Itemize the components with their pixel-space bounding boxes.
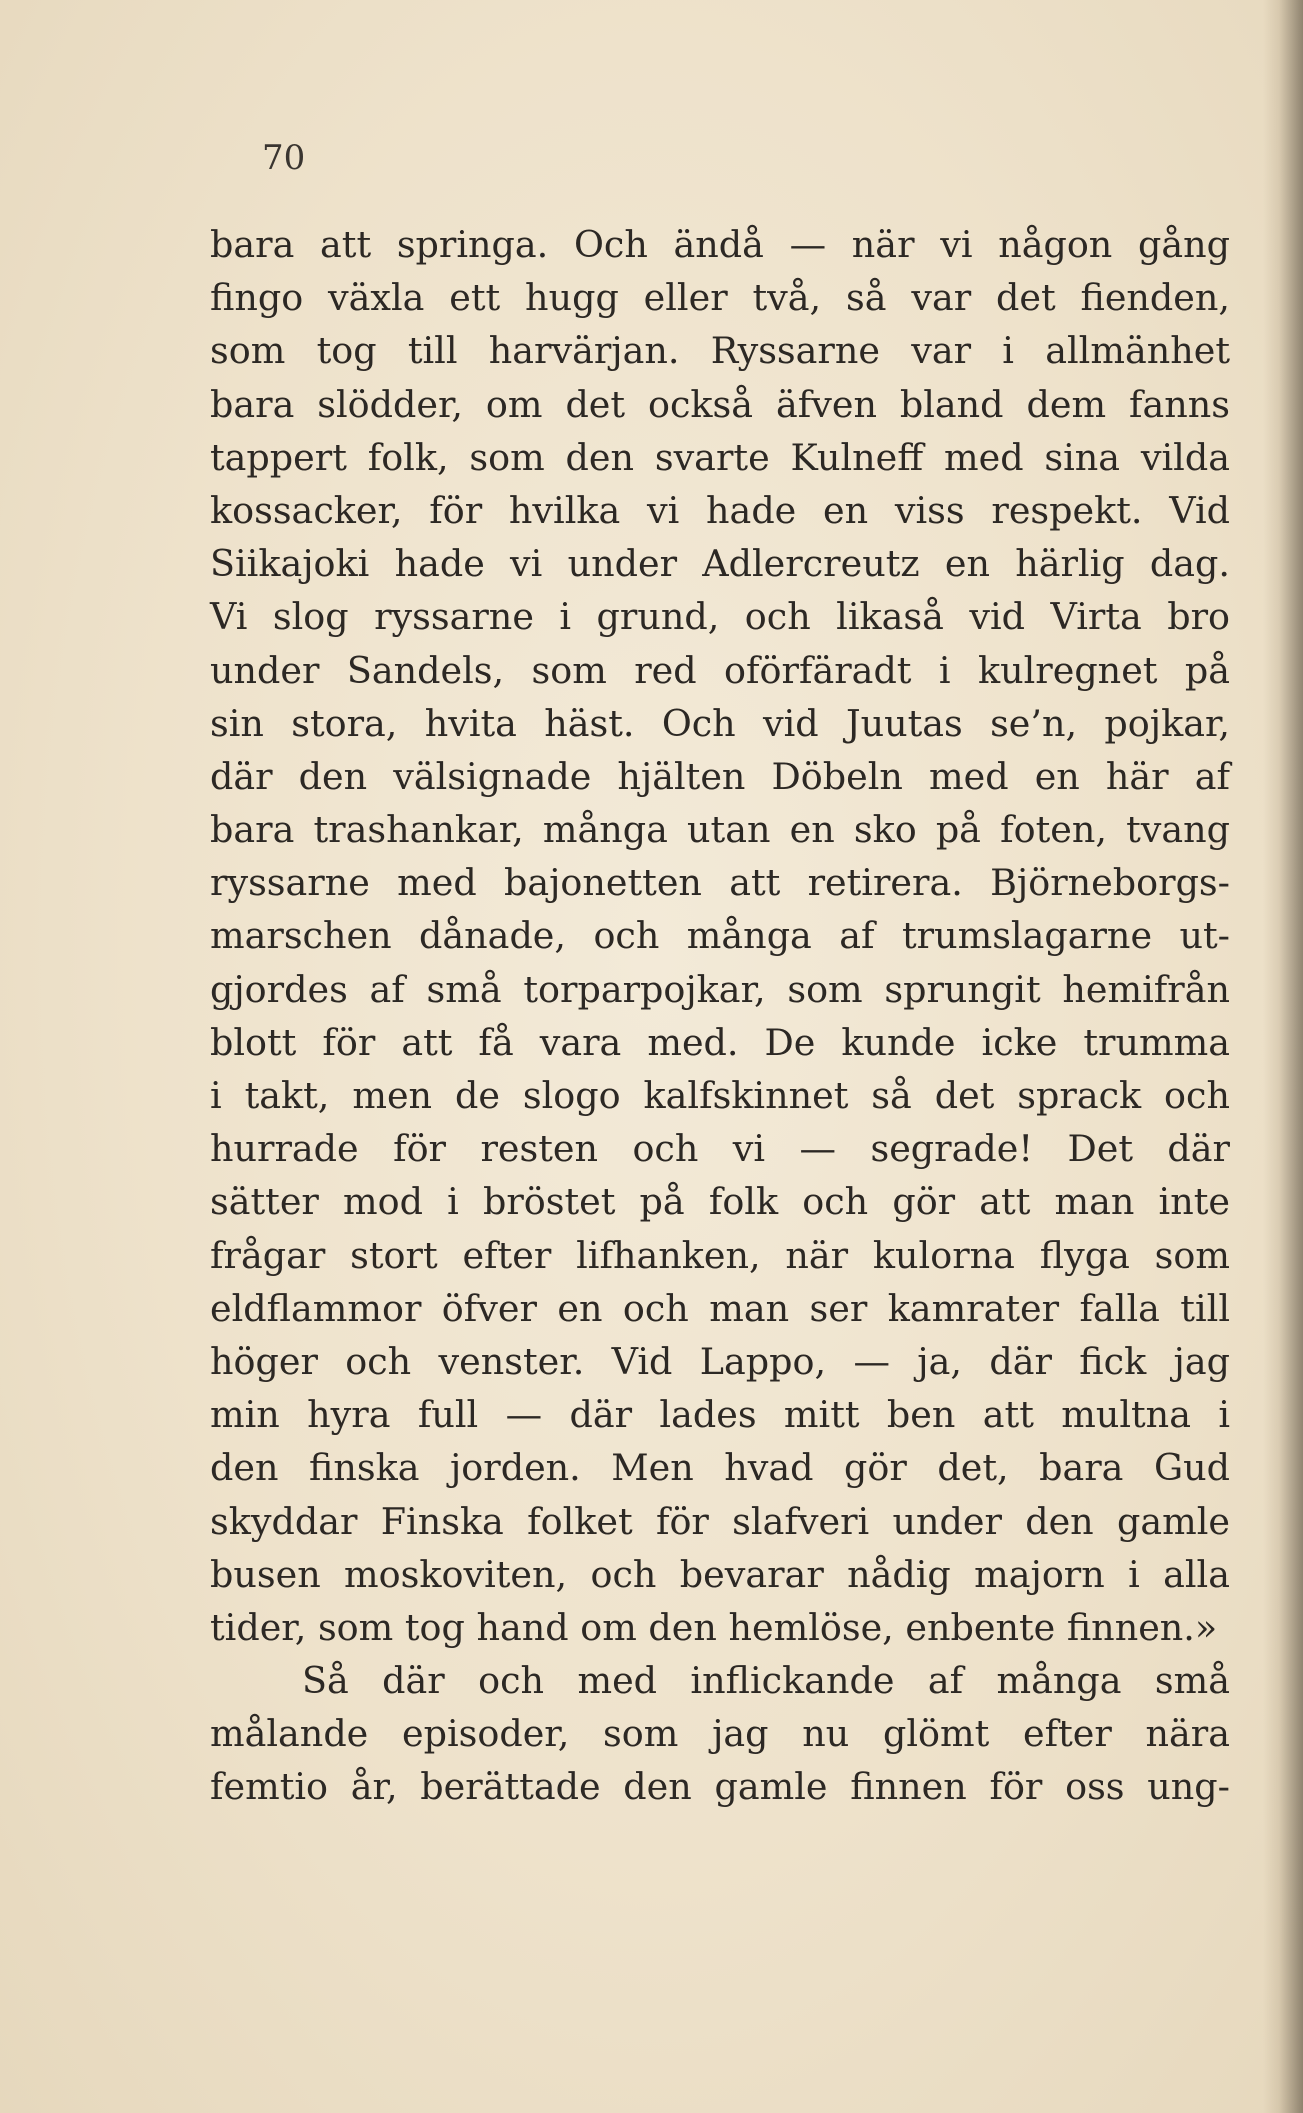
text-line: blott för att få vara med. De kunde icke trumma (210, 1020, 1230, 1064)
text-line: höger och venster. Vid Lappo, — ja, där fick jag (210, 1339, 1230, 1383)
text-line: fingo växla ett hugg eller två, så var det fienden, (210, 276, 1230, 320)
text-line: sätter mod i bröstet på folk och gör att man inte (210, 1180, 1230, 1224)
text-line: gjordes af små torparpojkar, som sprungit hemifrån (210, 967, 1230, 1011)
page-edge-shadow (1263, 0, 1303, 2113)
text-line: under Sandels, som red oförfäradt i kulregnet på (210, 648, 1230, 692)
page-number: 70 (262, 138, 306, 178)
text-line: skyddar Finska folket för slafveri under den gamle (210, 1499, 1230, 1543)
text-line: i takt, men de slogo kalfskinnet så det sprack och (210, 1074, 1230, 1117)
text-line: Vi slog ryssarne i grund, och likaså vid Virta bro (210, 595, 1230, 639)
text-line: tappert folk, som den svarte Kulneff med sina vilda (210, 435, 1230, 479)
text-line: hurrade för resten och vi — segrade! Det där (210, 1127, 1230, 1171)
text-line: där den välsignade hjälten Döbeln med en här af (210, 754, 1230, 798)
body-text (210, 218, 1230, 1814)
text-line: Siikajoki hade vi under Adlercreutz en härlig dag. (210, 542, 1230, 586)
text-line: den finska jorden. Men hvad gör det, bara Gud (210, 1446, 1230, 1490)
text-line: bara trashankar, många utan en sko på foten, tvang (210, 808, 1230, 852)
text-line: kossacker, för hvilka vi hade en viss respekt. Vid (210, 488, 1230, 532)
text-line: tider, som tog hand om den hemlöse, enbente finnen.» (210, 1605, 1218, 1649)
text-line: sin stora, hvita häst. Och vid Juutas se’n, pojkar, (210, 701, 1230, 745)
text-line: eldflammor öfver en och man ser kamrater falla till (210, 1286, 1230, 1330)
text-line: frågar stort efter lifhanken, när kulorna flyga som (210, 1233, 1230, 1277)
text-line: målande episoder, som jag nu glömt efter nära (210, 1712, 1230, 1756)
text-line: min hyra full — där lades mitt ben att multna i (210, 1393, 1230, 1437)
text-line: som tog till harvärjan. Ryssarne var i allmänhet (210, 329, 1230, 373)
text-line: bara att springa. Och ändå — när vi någon gång (210, 223, 1230, 266)
text-line: marschen dånade, och många af trumslagarne ut- (210, 914, 1230, 958)
text-line: ryssarne med bajonetten att retirera. Björneborgs- (210, 861, 1230, 905)
text-line: bara slödder, om det också äfven bland dem fanns (210, 382, 1230, 426)
text-line: busen moskoviten, och bevarar nådig majorn i alla (210, 1552, 1230, 1596)
text-line: femtio år, berättade den gamle finnen för oss ung- (210, 1765, 1230, 1809)
paragraph-start-line: Så där och med inflickande af många små (302, 1659, 1230, 1703)
